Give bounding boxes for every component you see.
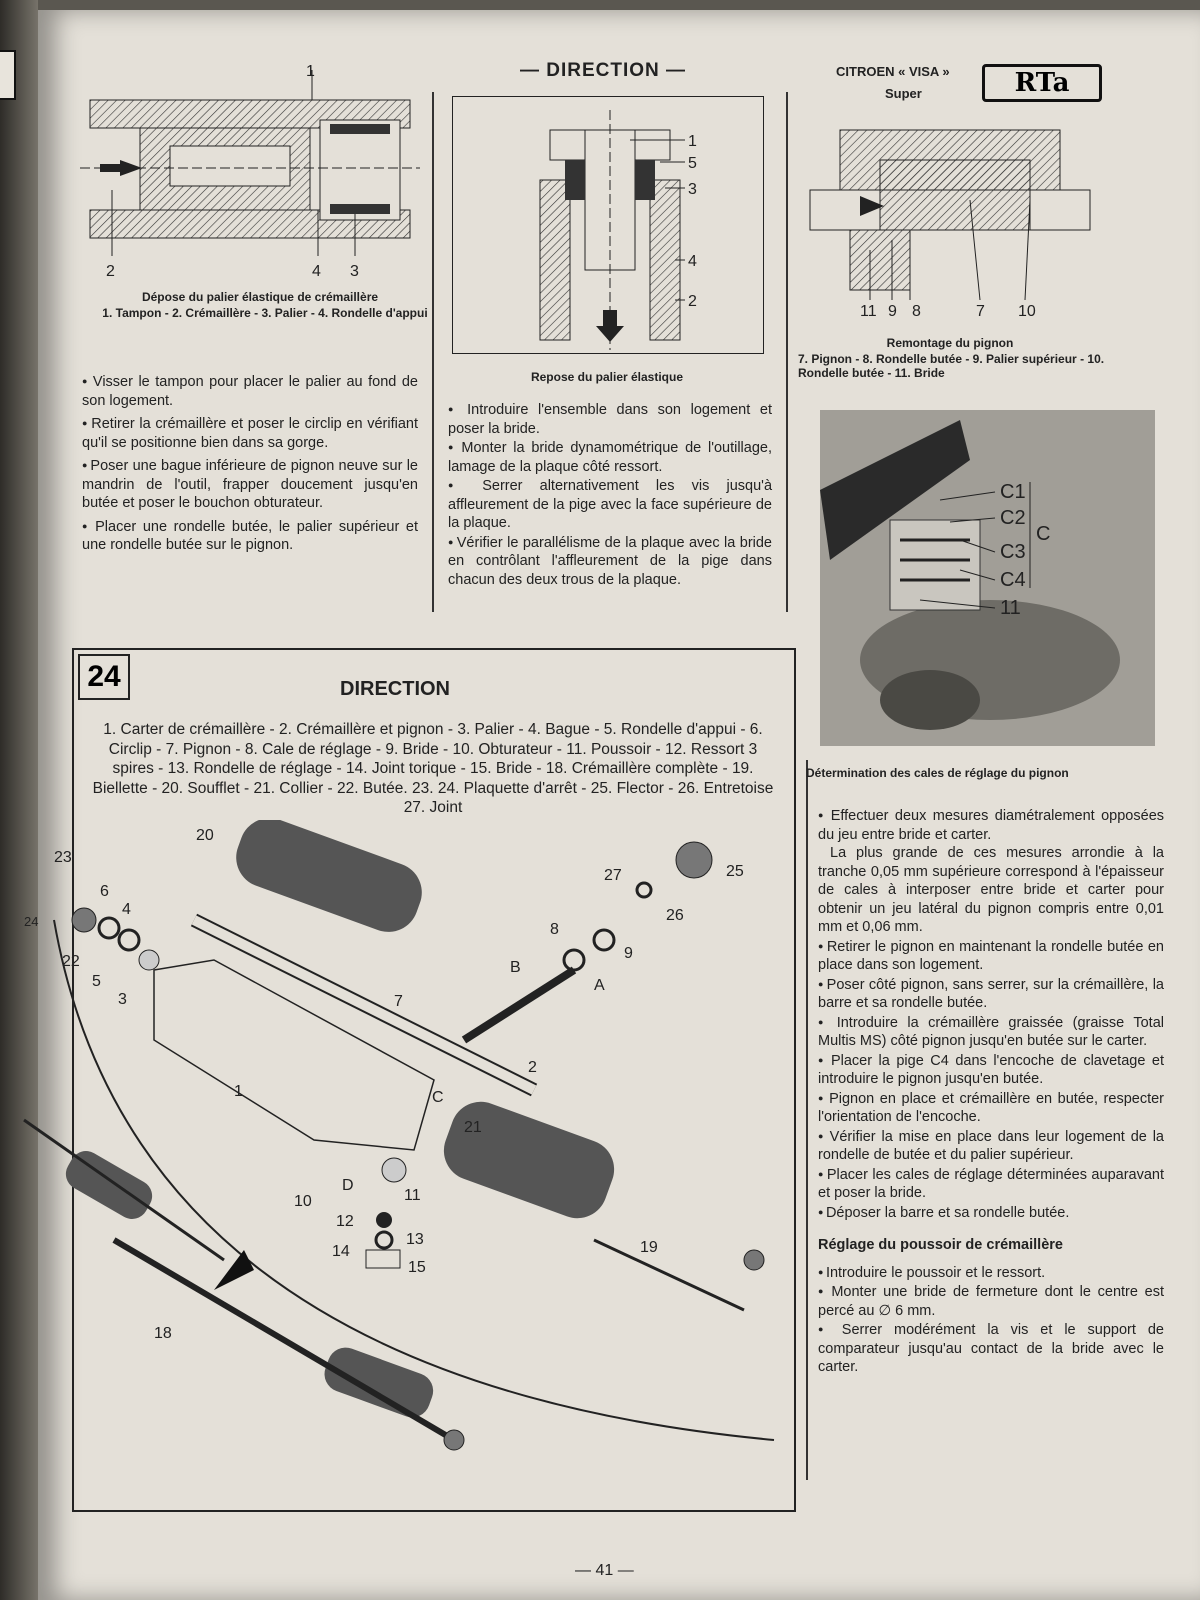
photo-label-c: C <box>1036 523 1051 545</box>
paragraph: ● Monter une bride de fermeture dont le centre est percé au ∅ 6 mm. <box>818 1282 1164 1320</box>
shim-measurement-photo <box>820 410 1155 746</box>
callout-8: 8 <box>912 303 921 320</box>
paragraph: ● Poser côté pignon, sans serrer, sur la crémaillère, la barre et sa rondelle butée. <box>818 975 1164 1013</box>
paragraph: ● Déposer la barre et sa rondelle butée. <box>818 1203 1164 1223</box>
callout-a: A <box>594 977 605 994</box>
photo-label-c1: C1 <box>1000 481 1026 503</box>
callout-12: 12 <box>336 1213 354 1230</box>
callout-19: 19 <box>640 1239 658 1256</box>
callout-b: B <box>510 959 521 976</box>
pinion-refit-diagram <box>800 120 1100 320</box>
callout-13: 13 <box>406 1231 424 1248</box>
callout-3: 3 <box>350 263 359 280</box>
subheading: Réglage du poussoir de crémaillère <box>818 1237 1063 1253</box>
photo-label-c2: C2 <box>1000 507 1026 529</box>
brand-line1: CITROEN « VISA » <box>836 64 950 79</box>
callout-3: 3 <box>688 181 697 198</box>
callout-1: 1 <box>306 63 315 80</box>
paragraph: ● Placer la pige C4 dans l'encoche de clavetage et introduire le pignon jusqu'en butée. <box>818 1051 1164 1089</box>
paragraph: ● Introduire la crémaillère graissée (graisse Total Multis MS) côté pignon jusqu'en butée sur le carter. <box>818 1013 1164 1051</box>
paragraph: ● Poser une bague inférieure de pignon neuve sur le mandrin de l'outil, frapper doucement jusqu'en butée et poser le bouchon obturateur. <box>82 456 418 513</box>
callout-7: 7 <box>976 303 985 320</box>
paragraph: La plus grande de ces mesures arrondie à la tranche 0,05 mm supérieure correspond à l'épaisseur de cales à interposer entre bride et carter pour obtenir un jeu latéral du pignon compris entre 0,01 mm et 0,06 mm. <box>818 845 1164 935</box>
callout-25: 25 <box>726 863 744 880</box>
photo-label-c3: C3 <box>1000 541 1026 563</box>
callout-1: 1 <box>234 1083 243 1100</box>
callout-20: 20 <box>196 827 214 844</box>
paragraph: ● Effectuer deux mesures diamétralement opposées du jeu entre bride et carter. <box>818 806 1164 844</box>
callout-15: 15 <box>408 1259 426 1276</box>
callout-10: 10 <box>294 1193 312 1210</box>
rack-bearing-refit-diagram <box>460 110 760 350</box>
fig1-caption-title: Dépose du palier élastique de crémaillère <box>141 290 379 304</box>
paragraph: ● Placer une rondelle butée, le palier supérieur et une rondelle butée sur le pignon. <box>82 517 418 555</box>
callout-2: 2 <box>688 293 697 310</box>
paragraph: ● Introduire l'ensemble dans son logement et poser la bride. <box>448 400 772 438</box>
paragraph: ● Retirer la crémaillère et poser le circlip en vérifiant qu'il se positionne bien dans sa gorge. <box>82 414 418 452</box>
callout-11: 11 <box>860 303 877 320</box>
brand-line2: Super <box>885 86 922 101</box>
callout-24: 24 <box>24 914 39 929</box>
fig2-caption: Repose du palier élastique <box>530 370 684 384</box>
photo-caption: Détermination des cales de réglage du pignon <box>806 766 1069 780</box>
callout-5: 5 <box>688 155 697 172</box>
column-rule <box>432 92 434 612</box>
section-title: — DIRECTION — <box>520 60 687 81</box>
callout-3: 3 <box>118 991 127 1008</box>
callout-11: 11 <box>404 1187 421 1204</box>
fig3-caption-legend: 7. Pignon - 8. Rondelle butée - 9. Palier supérieur - 10. Rondelle butée - 11. Bride <box>798 352 1105 380</box>
photo-label-11: 11 <box>1000 597 1021 619</box>
callout-c: C <box>432 1089 444 1106</box>
photo-label-c4: C4 <box>1000 569 1026 591</box>
paragraph: ● Introduire le poussoir et le ressort. <box>818 1263 1164 1283</box>
callout-9: 9 <box>624 945 633 962</box>
callout-4: 4 <box>312 263 321 280</box>
callout-1: 1 <box>688 133 697 150</box>
callout-10: 10 <box>1018 303 1036 320</box>
callout-2: 2 <box>528 1059 537 1076</box>
paragraph: ● Retirer le pignon en maintenant la rondelle butée en place dans son logement. <box>818 937 1164 975</box>
column-rule <box>786 92 788 612</box>
paragraph: ● Serrer modérément la vis et le support de comparateur jusqu'au contact de la bride avec le carter. <box>818 1320 1164 1377</box>
callout-23: 23 <box>54 849 72 866</box>
page-number: — 41 — <box>575 1562 634 1579</box>
page-edge-mark <box>0 50 16 100</box>
exploded-view-title: DIRECTION <box>340 678 450 700</box>
callout-d: D <box>342 1177 354 1194</box>
callout-27: 27 <box>604 867 622 884</box>
callout-22: 22 <box>62 953 80 970</box>
callout-2: 2 <box>106 263 115 280</box>
callout-6: 6 <box>100 883 109 900</box>
callout-4: 4 <box>122 901 131 918</box>
column-1-text <box>82 372 418 559</box>
column-rule <box>806 760 808 1480</box>
callout-7: 7 <box>394 993 403 1010</box>
fig3-caption-title: Remontage du pignon <box>886 336 1014 350</box>
paragraph: ● Vérifier le parallélisme de la plaque avec la bride en contrôlant l'affleurement de la pige dans chacun des deux trous de la plaque. <box>448 533 772 590</box>
paragraph: ● Pignon en place et crémaillère en butée, respecter l'orientation de l'encoche. <box>818 1089 1164 1127</box>
rack-bearing-removal-diagram <box>80 60 420 290</box>
figure-number: 24 <box>78 654 130 700</box>
callout-26: 26 <box>666 907 684 924</box>
boot-upper <box>228 820 430 940</box>
paragraph: ● Placer les cales de réglage déterminées auparavant et poser la bride. <box>818 1165 1164 1203</box>
rta-logo: RTa <box>982 64 1102 102</box>
steering-rack-exploded-diagram <box>14 820 804 1510</box>
callout-21: 21 <box>464 1119 482 1136</box>
paragraph: ● Vérifier la mise en place dans leur logement de la rondelle de butée et du palier supérieur. <box>818 1127 1164 1165</box>
fig1-caption-legend: 1. Tampon - 2. Crémaillère - 3. Palier - 4. Rondelle d'appui <box>102 306 428 320</box>
paragraph: ● Visser le tampon pour placer le palier au fond de son logement. <box>82 372 418 410</box>
callout-9: 9 <box>888 303 897 320</box>
column-2-text <box>448 400 772 589</box>
column-3-text <box>818 806 1164 1377</box>
paragraph: ● Serrer alternativement les vis jusqu'à affleurement de la pige avec la face supérieure de la plaque. <box>448 476 772 533</box>
callout-8: 8 <box>550 921 559 938</box>
callout-18: 18 <box>154 1325 172 1342</box>
callout-14: 14 <box>332 1243 350 1260</box>
callout-4: 4 <box>688 253 697 270</box>
callout-5: 5 <box>92 973 101 990</box>
exploded-view-legend: 1. Carter de crémaillère - 2. Crémaillère et pignon - 3. Palier - 4. Bague - 5. Rondelle d'appui - 6. Circlip - 7. Pignon - 8. Cale de réglage - 9. Bride - 10. Obturateur - 11. Poussoir - 12. Ressort 3 spires - 13. Rondelle de réglage - 14. Joint torique - 15. Bride - 18. Crémaillère complète - 19. Biellette - 20. Soufflet - 21. Collier - 22. Butée. 23. 24. Plaquette d'arrêt - 25. Flector - 26. Entretoise 27. Joint <box>92 721 774 816</box>
paragraph: ● Monter la bride dynamométrique de l'outillage, lamage de la plaque côté ressort. <box>448 438 772 476</box>
